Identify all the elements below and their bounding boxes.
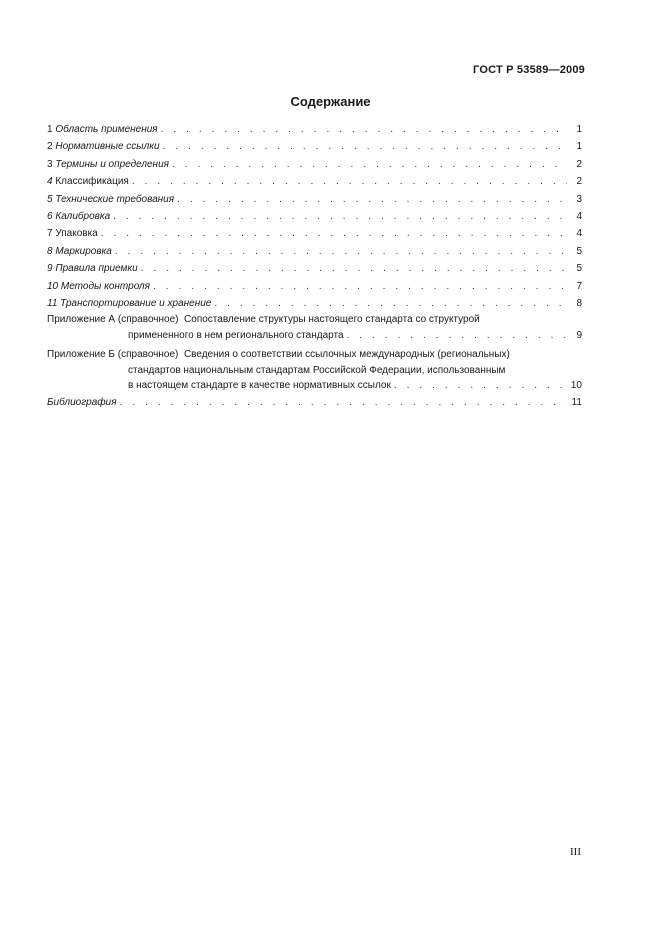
toc-entry-label: Правила приемки [55,263,138,275]
toc-entry-label: Калибровка [55,210,111,222]
toc-entry-page: 2 [576,176,582,188]
toc-entry-number: 7 [47,228,53,240]
leader-dots [394,378,567,394]
appendix-b-page: 10 [570,380,582,392]
leader-dots [347,328,567,344]
toc-entry-label: Классификация [55,176,129,188]
appendix-b-title-line2: стандартов национальным стандартам Российской Федерации, использованным [128,364,506,376]
toc-appendix-a[interactable] [47,312,582,343]
toc-entry-label: Нормативные ссылки [55,141,160,153]
appendix-b-prefix: Приложение Б (справочное) [47,349,179,361]
toc-entry-11[interactable] [47,295,582,312]
leader-dots [214,295,567,312]
leader-dots [177,191,567,208]
leader-dots [132,173,567,190]
toc-entry-number: 9 [47,263,53,275]
leader-dots [101,225,567,242]
toc-appendix-b[interactable] [47,347,582,394]
leader-dots [141,260,567,277]
leader-dots [161,121,567,138]
toc-entry-label: Маркировка [55,245,112,257]
leader-dots [153,278,567,295]
leader-dots [115,243,567,260]
appendix-a-page: 9 [576,329,582,341]
toc-bibliography[interactable] [47,394,582,411]
toc-title: Содержание [290,94,371,109]
toc-entry-9[interactable] [47,260,582,277]
toc-entry-label: Транспортирование и хранение [60,297,212,309]
appendix-b-title-line1: Сведения о соответствии ссылочных международных (региональных) [183,349,510,361]
toc-entry-page: 1 [576,141,582,153]
toc-entry-number: 3 [47,158,53,170]
toc-entry-3[interactable] [47,156,582,173]
bibliography-label: Библиография [47,396,117,408]
toc-entry-number: 6 [47,210,53,222]
toc-entry-number: 8 [47,245,53,257]
toc-entry-page: 7 [576,280,582,292]
toc-entry-number: 11 [47,297,58,309]
toc-entry-page: 8 [576,297,582,309]
toc-entry-number: 4 [47,176,53,188]
toc-entry-page: 3 [576,193,582,205]
toc-entry-page: 5 [576,245,582,257]
toc-entry-10[interactable] [47,278,582,295]
toc-entry-page: 2 [576,158,582,170]
toc-entry-label: Методы контроля [60,280,151,292]
toc-entry-page: 4 [576,210,582,222]
page-number: III [570,846,581,858]
leader-dots [120,394,567,411]
appendix-a-title-line1: Сопоставление структуры настоящего стандарта со структурой [184,314,480,326]
leader-dots [172,156,567,173]
toc-entry-number: 5 [47,193,53,205]
toc-entry-label: Технические требования [55,193,175,205]
toc-entry-label: Упаковка [55,228,98,240]
toc-entry-7[interactable] [47,225,582,242]
toc-entry-number: 1 [47,124,53,135]
toc-entry-6[interactable] [47,208,582,225]
bibliography-page: 11 [571,396,582,408]
leader-dots [113,208,567,225]
table-of-contents [47,121,582,411]
toc-entry-4[interactable] [47,173,582,190]
toc-entry-number: 2 [47,141,53,153]
toc-entry-page: 4 [576,228,582,240]
toc-entry-number: 10 [47,280,59,292]
toc-entry-label: Область применения [55,124,158,135]
appendix-a-prefix: Приложение А (справочное) [47,314,179,326]
toc-entry-label: Термины и определения [55,158,169,170]
toc-entry-page: 5 [576,263,582,275]
toc-entry-page: 1 [576,124,582,135]
toc-entry-8[interactable] [47,243,582,260]
appendix-a-title-line2: примененного в нем регионального стандарта [128,329,344,341]
document-standard-number: ГОСТ Р 53589—2009 [473,64,585,76]
toc-entry-5[interactable] [47,191,582,208]
toc-entry-1[interactable] [47,121,582,138]
toc-entry-2[interactable] [47,138,582,155]
leader-dots [163,138,567,155]
appendix-b-title-line3: в настоящем стандарте в качестве нормативных ссылок [128,380,391,392]
